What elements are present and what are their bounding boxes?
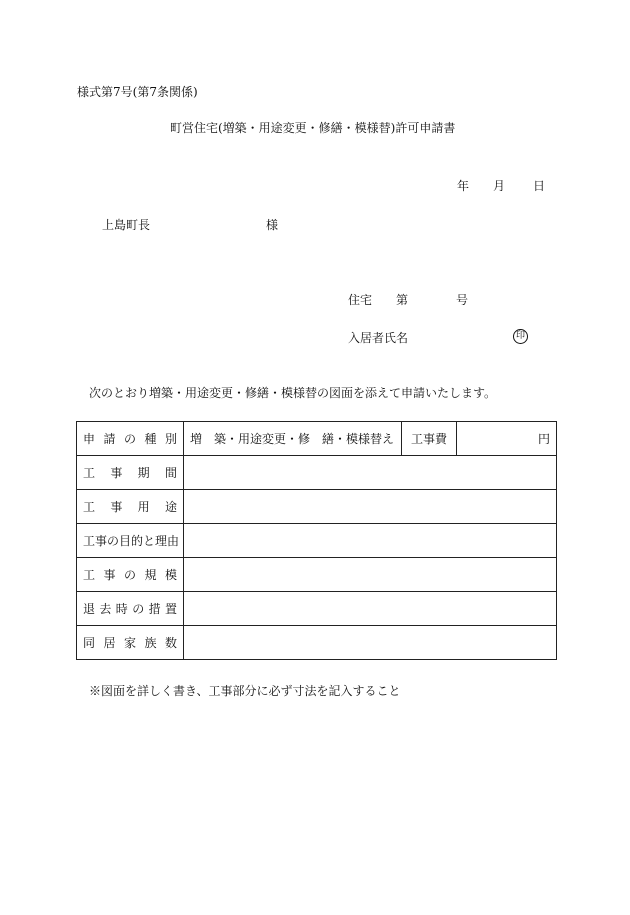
construction-use-field[interactable] — [184, 490, 557, 524]
form-number: 様式第7号(第7条関係) — [77, 85, 198, 99]
intro-text: 次のとおり増築・用途変更・修繕・模様替の図面を添えて申請いたします。 — [89, 386, 497, 400]
construction-cost-field[interactable]: 円 — [457, 422, 557, 456]
application-table — [76, 421, 557, 660]
row-label: 工事用途 — [77, 490, 184, 524]
housing-label: 住宅 — [348, 293, 373, 307]
seal-icon: 印 — [513, 329, 528, 344]
row-label: 申請の種別 — [77, 422, 184, 456]
table-row — [77, 456, 557, 490]
document-title: 町営住宅(増築・用途変更・修繕・模様替)許可申請書 — [170, 121, 456, 135]
table-row — [77, 592, 557, 626]
resident-name-label: 入居者氏名 — [348, 331, 409, 345]
footnote: ※図面を詳しく書き、工事部分に必ず寸法を記入すること — [89, 684, 401, 698]
row-label: 工事の規模 — [77, 558, 184, 592]
housing-go: 号 — [456, 293, 469, 307]
construction-cost-label: 工事費 — [402, 422, 457, 456]
date-day: 日 — [533, 179, 546, 193]
housing-number-line — [348, 294, 468, 306]
table-row — [77, 558, 557, 592]
household-count-field[interactable] — [184, 626, 557, 660]
row-label: 退去時の措置 — [77, 592, 184, 626]
table-row — [77, 626, 557, 660]
addressee-honorific: 様 — [266, 218, 279, 232]
construction-scale-field[interactable] — [184, 558, 557, 592]
addressee-name: 上島町長 — [102, 218, 151, 232]
construction-period-field[interactable] — [184, 456, 557, 490]
housing-dai: 第 — [396, 293, 409, 307]
row-label: 同居家族数 — [77, 626, 184, 660]
date-line — [457, 180, 545, 192]
table-row — [77, 422, 557, 456]
move-out-measures-field[interactable] — [184, 592, 557, 626]
date-year: 年 — [457, 179, 470, 193]
table-row — [77, 524, 557, 558]
row-label: 工事期間 — [77, 456, 184, 490]
purpose-reason-field[interactable] — [184, 524, 557, 558]
table-row — [77, 490, 557, 524]
row-label: 工事の目的と理由 — [77, 524, 184, 558]
application-type-value[interactable]: 増 築・用途変更・修 繕・模様替え — [184, 422, 402, 456]
date-month: 月 — [493, 179, 506, 193]
